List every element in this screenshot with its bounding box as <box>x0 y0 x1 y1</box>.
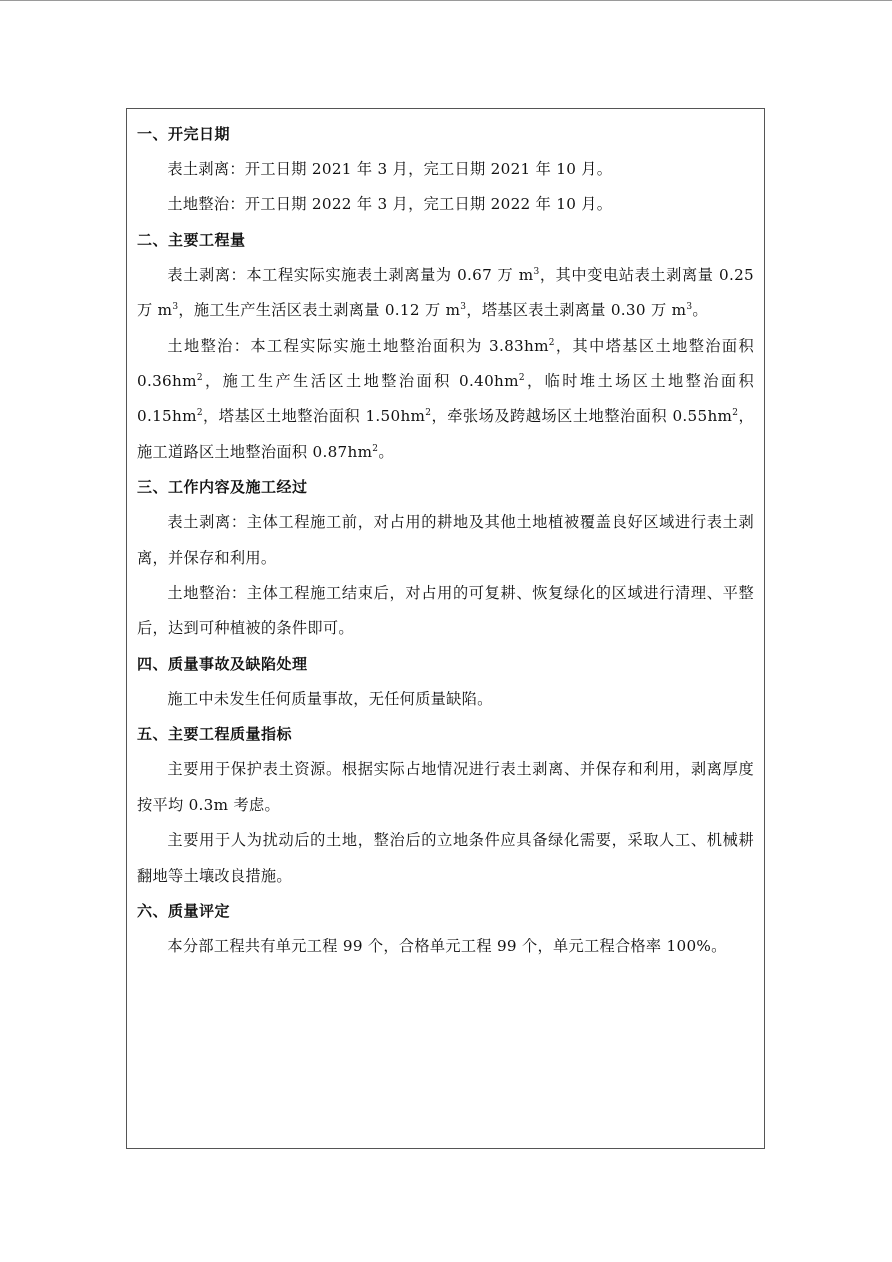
page-top-rule <box>0 0 892 1</box>
paragraph-topsoil-dates: 表土剥离：开工日期 2021 年 3 月，完工日期 2021 年 10 月。 <box>167 160 613 178</box>
paragraph-topsoil-quantity: 表土剥离：本工程实际实施表土剥离量为 0.67 万 $m^3$，其中变电站表土剥离量 0.25 万 $m^3$，施工生产生活区表土剥离量 0.12 万 $m^3$，塔基区表土剥离量 0.30 万 $m^3$。 <box>137 265 754 320</box>
section-start-end-dates <box>137 117 754 223</box>
paragraph-land-quantity: 土地整治：本工程实际实施土地整治面积为 $3.83hm^2$，其中塔基区土地整治面积 $0.36hm^2$，施工生产生活区土地整治面积 $0.40hm^2$，临时堆土场区土地整治面积 $0.15hm^2$，塔基区土地整治面积 $1.50hm^2$，牵张场及跨越场区土地整治面积 $0.55hm^2$，施工道路区土地整治面积 $0.87hm^2$。 <box>137 336 754 461</box>
section-quality-assessment <box>137 894 754 964</box>
section-heading: 一、开完日期 <box>137 125 231 143</box>
paragraph-topsoil-work: 表土剥离：主体工程施工前，对占用的耕地及其他土地植被覆盖良好区域进行表土剥离，并保存和利用。 <box>137 513 754 567</box>
section-quality-indicators <box>137 717 754 894</box>
section-quality-accidents <box>137 647 754 717</box>
paragraph-no-accidents: 施工中未发生任何质量事故，无任何质量缺陷。 <box>167 689 493 708</box>
paragraph-topsoil-indicator: 主要用于保护表土资源。根据实际占地情况进行表土剥离、并保存和利用，剥离厚度按平均 0.3m 考虑。 <box>137 760 754 814</box>
section-main-quantities <box>137 223 754 470</box>
paragraph-land-dates: 土地整治：开工日期 2022 年 3 月，完工日期 2022 年 10 月。 <box>167 195 613 214</box>
paragraph-land-indicator: 主要用于人为扰动后的土地，整治后的立地条件应具备绿化需要，采取人工、机械耕翻地等土壤改良措施。 <box>137 831 754 885</box>
paragraph-land-work: 土地整治：主体工程施工结束后，对占用的可复耕、恢复绿化的区域进行清理、平整后，达到可种植被的条件即可。 <box>137 584 754 638</box>
section-heading: 六、质量评定 <box>137 901 231 920</box>
paragraph-assessment: 本分部工程共有单元工程 99 个，合格单元工程 99 个，单元工程合格率 100%。 <box>167 936 727 955</box>
section-heading: 二、主要工程量 <box>137 230 246 249</box>
section-work-content <box>137 470 754 647</box>
section-heading: 四、质量事故及缺陷处理 <box>137 654 308 673</box>
section-heading: 五、主要工程质量指标 <box>137 725 293 744</box>
report-frame <box>126 108 765 1149</box>
section-heading: 三、工作内容及施工经过 <box>137 478 308 497</box>
